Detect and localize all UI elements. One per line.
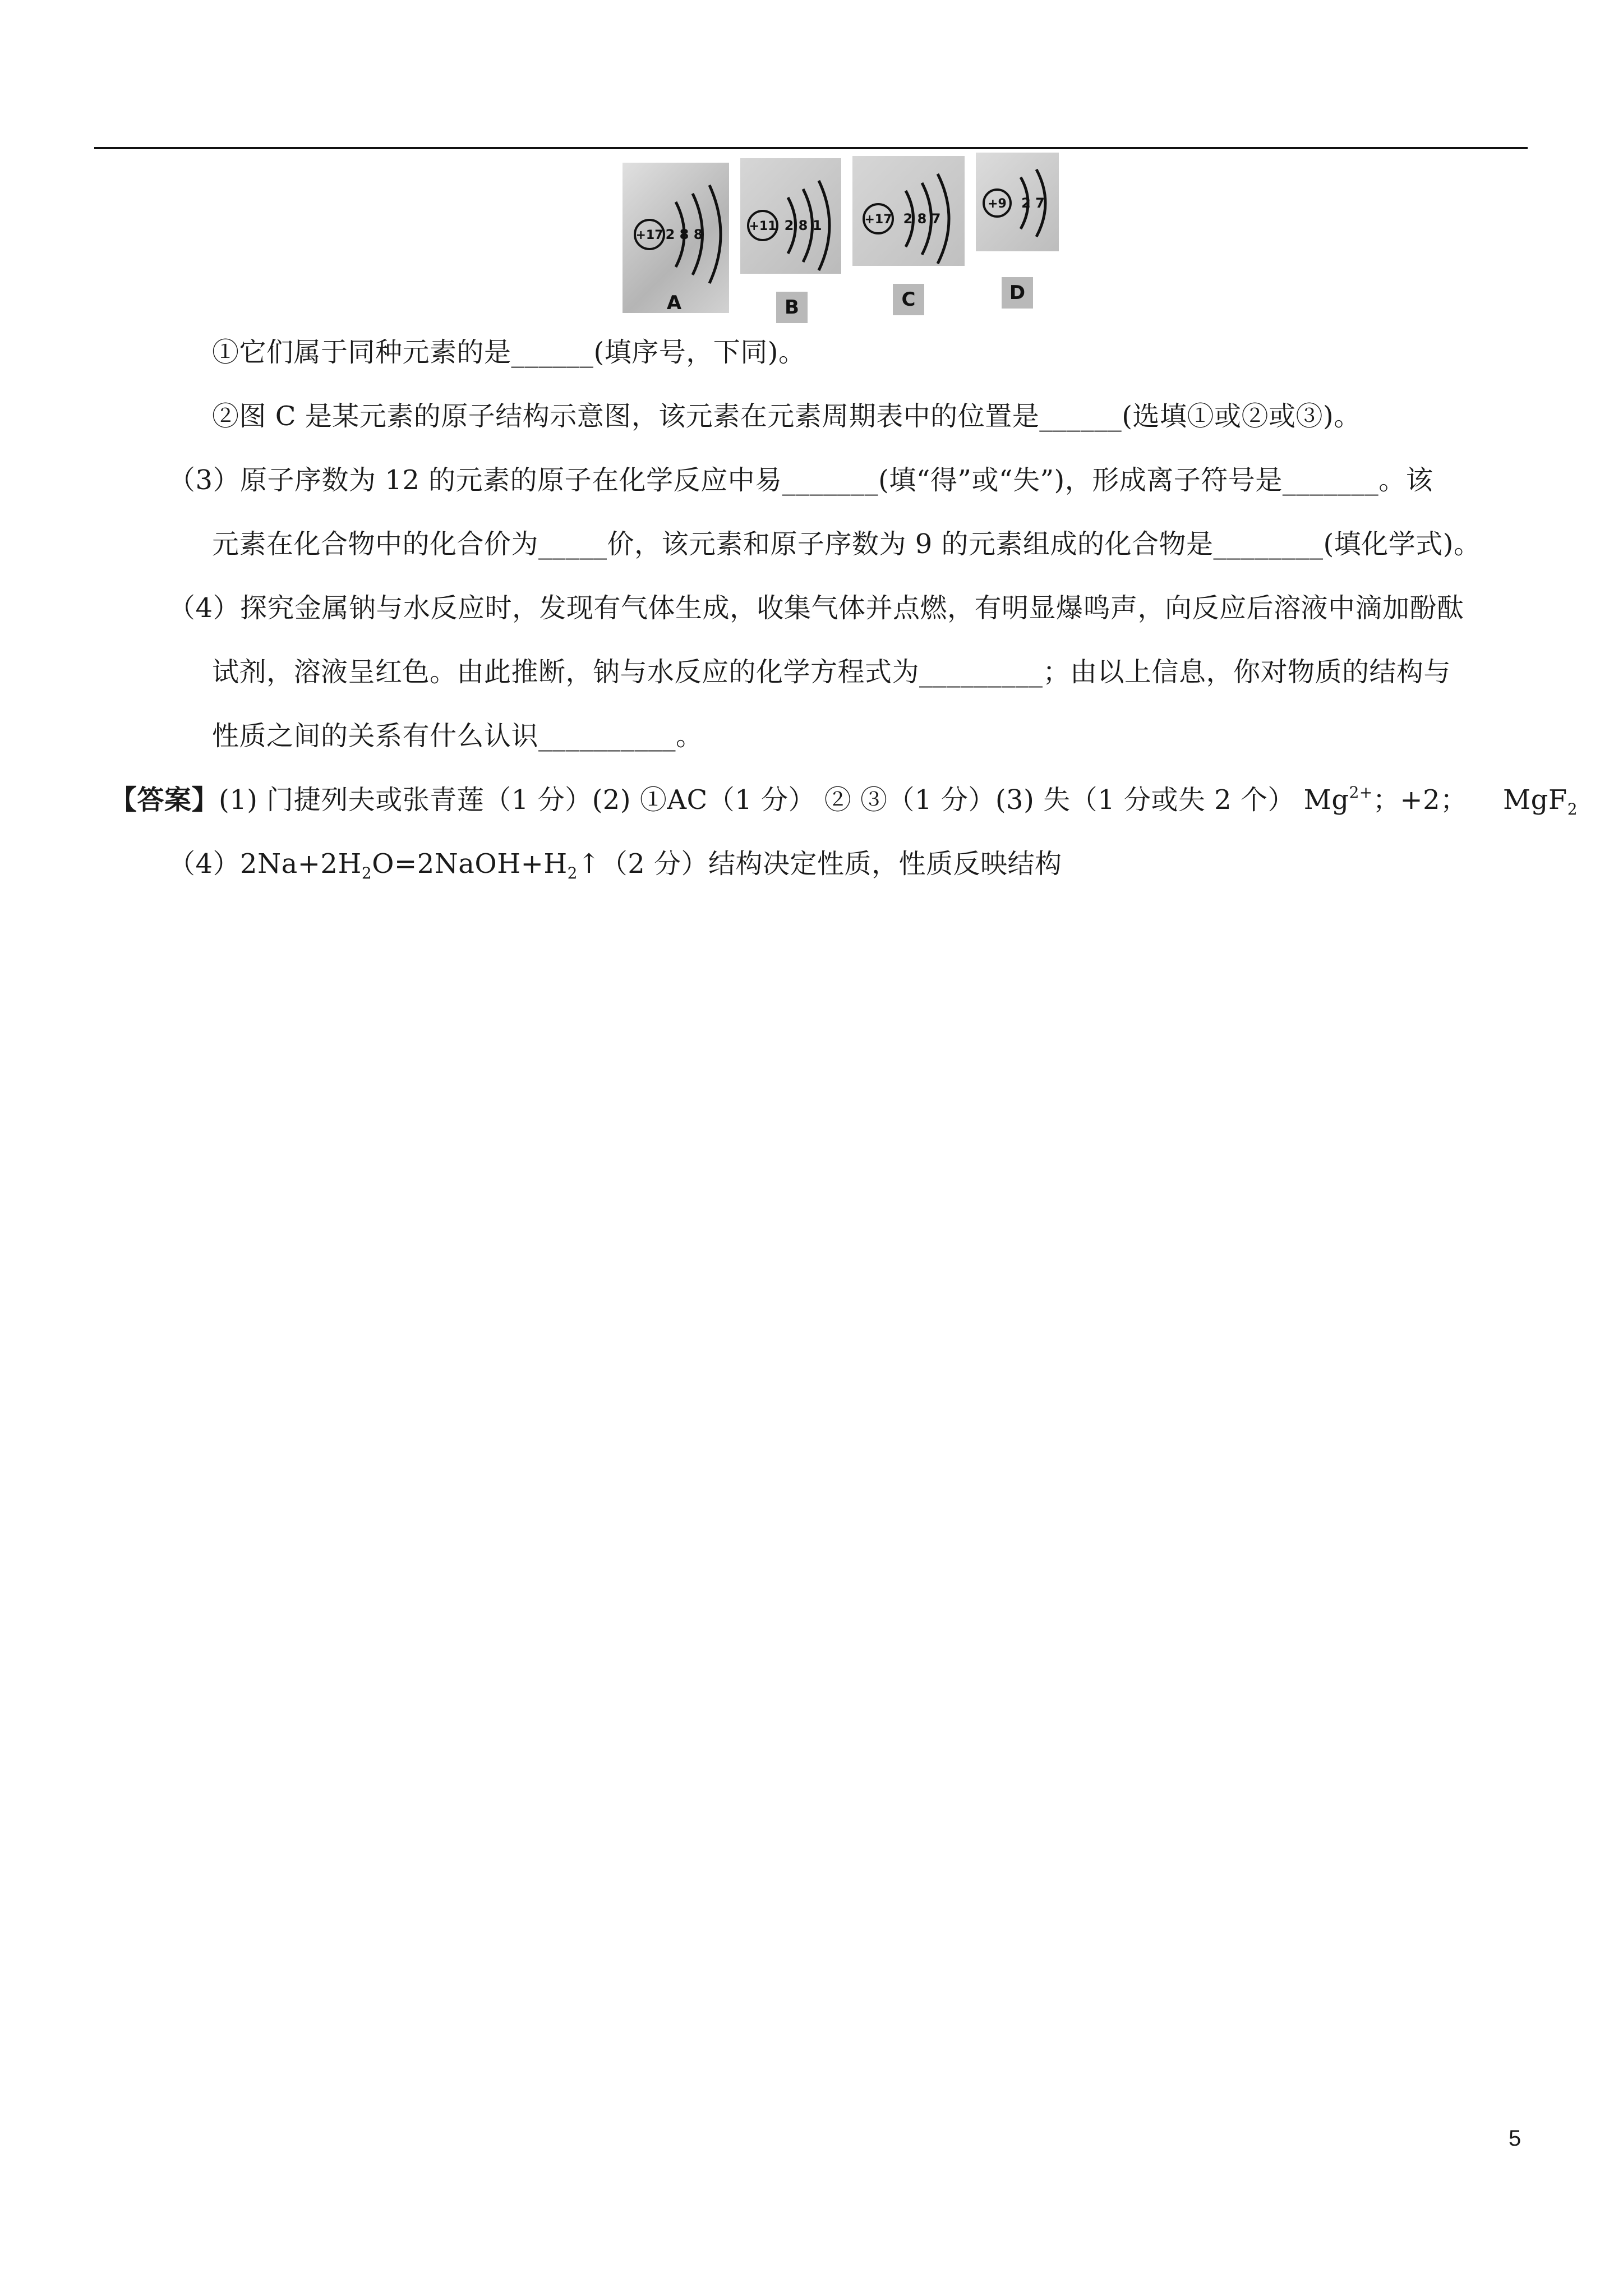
answer-line2-c: ↑（2 分）结构决定性质，性质反映结构 bbox=[578, 848, 1062, 880]
q4-line3: 性质之间的关系有什么认识__________。 bbox=[212, 720, 703, 752]
formula-mgf: MgF bbox=[1503, 784, 1567, 816]
h2o-sub: 2 bbox=[361, 864, 372, 882]
answer-formula bbox=[1503, 783, 1578, 817]
shells-d: 2 7 bbox=[1021, 195, 1045, 211]
q2-sub2: ②图 C 是某元素的原子结构示意图，该元素在元素周期表中的位置是______(选填①或②或③)。 bbox=[212, 401, 1361, 432]
formula-mgf-sub: 2 bbox=[1567, 800, 1578, 818]
h2-sub: 2 bbox=[567, 864, 578, 882]
shells-c: 2 8 7 bbox=[903, 211, 941, 227]
shells-a: 2 8 8 bbox=[665, 227, 703, 242]
q4-line1: （4）探究金属钠与水反应时，发现有气体生成，收集气体并点燃，有明显爆鸣声，向反应后溶液中滴加酚酞 bbox=[168, 592, 1464, 624]
q3-line1: （3）原子序数为 12 的元素的原子在化学反应中易_______(填“得”或“失”)，形成离子符号是_______。该 bbox=[168, 464, 1433, 496]
label-d: D bbox=[1002, 277, 1033, 309]
answer-line1 bbox=[110, 783, 1468, 817]
answer-line1-text: (1) 门捷列夫或张青莲（1 分）(2) ①AC（1 分） ② ③（1 分）(3) 失（1 分或失 2 个） Mg bbox=[219, 784, 1349, 816]
shells-b: 2 8 1 bbox=[784, 218, 822, 233]
nucleus-b: +11 bbox=[749, 219, 777, 233]
mg-charge: 2+ bbox=[1349, 783, 1373, 802]
label-b: B bbox=[776, 292, 808, 323]
label-c: C bbox=[893, 284, 924, 315]
answer-line2-a: （4）2Na+2H bbox=[168, 848, 362, 880]
atom-diagram-d bbox=[976, 153, 1059, 304]
answer-line2-b: O=2NaOH+H bbox=[372, 848, 568, 880]
q4-line2: 试剂，溶液呈红色。由此推断，钠与水反应的化学方程式为_________；由以上信息，你对物质的结构与 bbox=[212, 656, 1451, 688]
atom-diagram-c bbox=[852, 156, 965, 311]
answer-line2 bbox=[168, 847, 1062, 881]
label-a: A bbox=[666, 292, 682, 314]
answer-tag: 【答案】 bbox=[110, 784, 219, 816]
nucleus-a: +17 bbox=[635, 228, 663, 242]
nucleus-d: +9 bbox=[988, 197, 1007, 211]
answer-line1-tail: ；+2； bbox=[1372, 784, 1468, 816]
nucleus-c: +17 bbox=[864, 213, 892, 227]
atom-diagram-b bbox=[740, 158, 841, 319]
q3-line2: 元素在化合物中的化合价为_____价，该元素和原子序数为 9 的元素组成的化合物是________(填化学式)。 bbox=[212, 528, 1481, 560]
atomic-structure-figure bbox=[623, 153, 1060, 321]
atom-diagram-a bbox=[623, 163, 729, 313]
q2-sub1: ①它们属于同种元素的是______(填序号，下同)。 bbox=[212, 337, 806, 368]
header-rule bbox=[94, 147, 1528, 149]
page-number: 5 bbox=[1509, 2126, 1521, 2151]
